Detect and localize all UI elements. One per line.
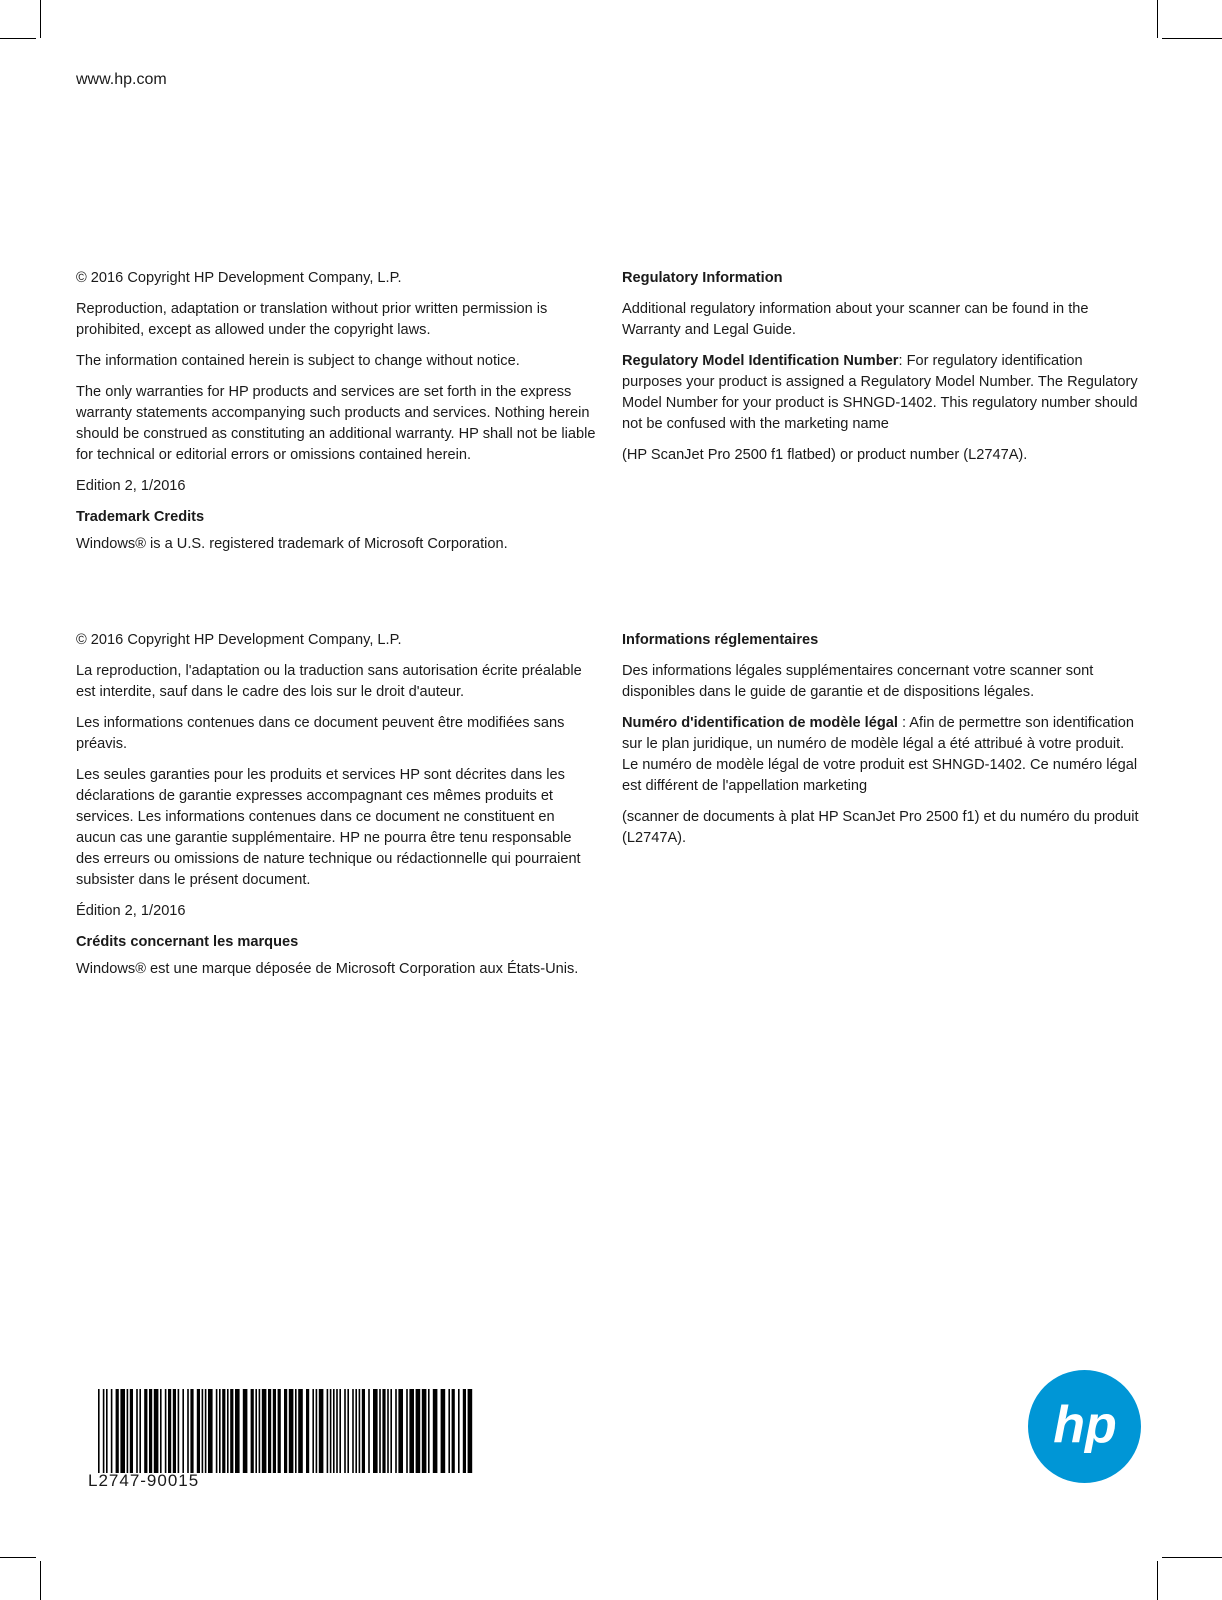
trademark-heading: Trademark Credits bbox=[76, 509, 205, 525]
part-number: L2747-90015 bbox=[88, 1471, 200, 1490]
reproduction-notice: Reproduction, adaptation or translation without prior written permission is prohibited, except as allowed under the copyright laws. bbox=[76, 301, 548, 338]
rmn-label: Regulatory Model Identification Number bbox=[622, 353, 899, 369]
warranty-notice: The only warranties for HP products and services are set forth in the express warranty statements accompanying such products and services. Nothing herein should be construed as constituting an additional warranty. HP shall not be liable for technical or editorial errors or omissions contained herein. bbox=[76, 384, 596, 463]
hp-logo bbox=[1028, 1370, 1141, 1483]
french-regulatory-column bbox=[622, 630, 1142, 859]
english-legal-column bbox=[76, 268, 596, 565]
regulatory-text: Additional regulatory information about your scanner can be found in the Warranty and Legal Guide. bbox=[622, 301, 1089, 338]
product-name: (scanner de documents à plat HP ScanJet Pro 2500 f1) et du numéro du produit (L2747A). bbox=[622, 809, 1139, 846]
reproduction-notice: La reproduction, l'adaptation ou la traduction sans autorisation écrite préalable est interdite, sauf dans le cadre des lois sur le droit d'auteur. bbox=[76, 663, 582, 700]
copyright-notice: © 2016 Copyright HP Development Company, L.P. bbox=[76, 632, 402, 648]
crop-mark bbox=[0, 1557, 36, 1558]
change-notice: Les informations contenues dans ce document peuvent être modifiées sans préavis. bbox=[76, 715, 565, 752]
crop-mark bbox=[40, 0, 41, 38]
trademark-heading: Crédits concernant les marques bbox=[76, 934, 299, 950]
crop-mark bbox=[0, 38, 36, 39]
barcode bbox=[98, 1389, 476, 1473]
rmn-label: Numéro d'identification de modèle légal bbox=[622, 715, 898, 731]
rmn-text: : Afin de permettre son identification sur le plan juridique, un numéro de modèle légal a été attribué à votre produit. Le numéro de modèle légal de votre produit est SHNGD-1402. Ce numéro légal est différent de l'appellation marketing bbox=[622, 715, 1138, 794]
website-url[interactable]: www.hp.com bbox=[76, 71, 167, 88]
copyright-notice: © 2016 Copyright HP Development Company, L.P. bbox=[76, 270, 402, 286]
regulatory-heading: Regulatory Information bbox=[622, 270, 783, 286]
regulatory-heading: Informations réglementaires bbox=[622, 632, 819, 648]
logo-text: hp bbox=[1053, 1396, 1117, 1454]
english-regulatory-column bbox=[622, 268, 1142, 476]
product-name: (HP ScanJet Pro 2500 f1 flatbed) or product number (L2747A). bbox=[622, 447, 1028, 463]
edition-info: Édition 2, 1/2016 bbox=[76, 903, 186, 919]
warranty-notice: Les seules garanties pour les produits et services HP sont décrites dans les déclarations de garantie expresses accompagnant ces mêmes produits et services. Les informations contenues dans ce document ne constituent en aucun cas une garantie supplémentaire. HP ne pourra être tenu responsable des erreurs ou omissions de nature technique ou rédactionnelle qui pourraient subsister dans le présent document. bbox=[76, 767, 581, 888]
regulatory-model-number bbox=[622, 713, 1142, 797]
french-legal-column bbox=[76, 630, 596, 990]
trademark-text: Windows® is a U.S. registered trademark of Microsoft Corporation. bbox=[76, 536, 508, 552]
trademark-text: Windows® est une marque déposée de Microsoft Corporation aux États-Unis. bbox=[76, 961, 579, 977]
crop-mark bbox=[1157, 0, 1158, 38]
crop-mark bbox=[1162, 38, 1222, 39]
edition-info: Edition 2, 1/2016 bbox=[76, 478, 186, 494]
crop-mark bbox=[1157, 1561, 1158, 1600]
crop-mark bbox=[40, 1561, 41, 1600]
regulatory-text: Des informations légales supplémentaires concernant votre scanner sont disponibles dans le guide de garantie et de dispositions légales. bbox=[622, 663, 1094, 700]
crop-mark bbox=[1162, 1557, 1222, 1558]
regulatory-model-number bbox=[622, 351, 1142, 435]
rmn-text: : For regulatory identification purposes your product is assigned a Regulatory Model Number. The Regulatory Model Number for your product is SHNGD-1402. This regulatory number should not be confused with the marketing name bbox=[622, 353, 1138, 432]
change-notice: The information contained herein is subject to change without notice. bbox=[76, 353, 520, 369]
